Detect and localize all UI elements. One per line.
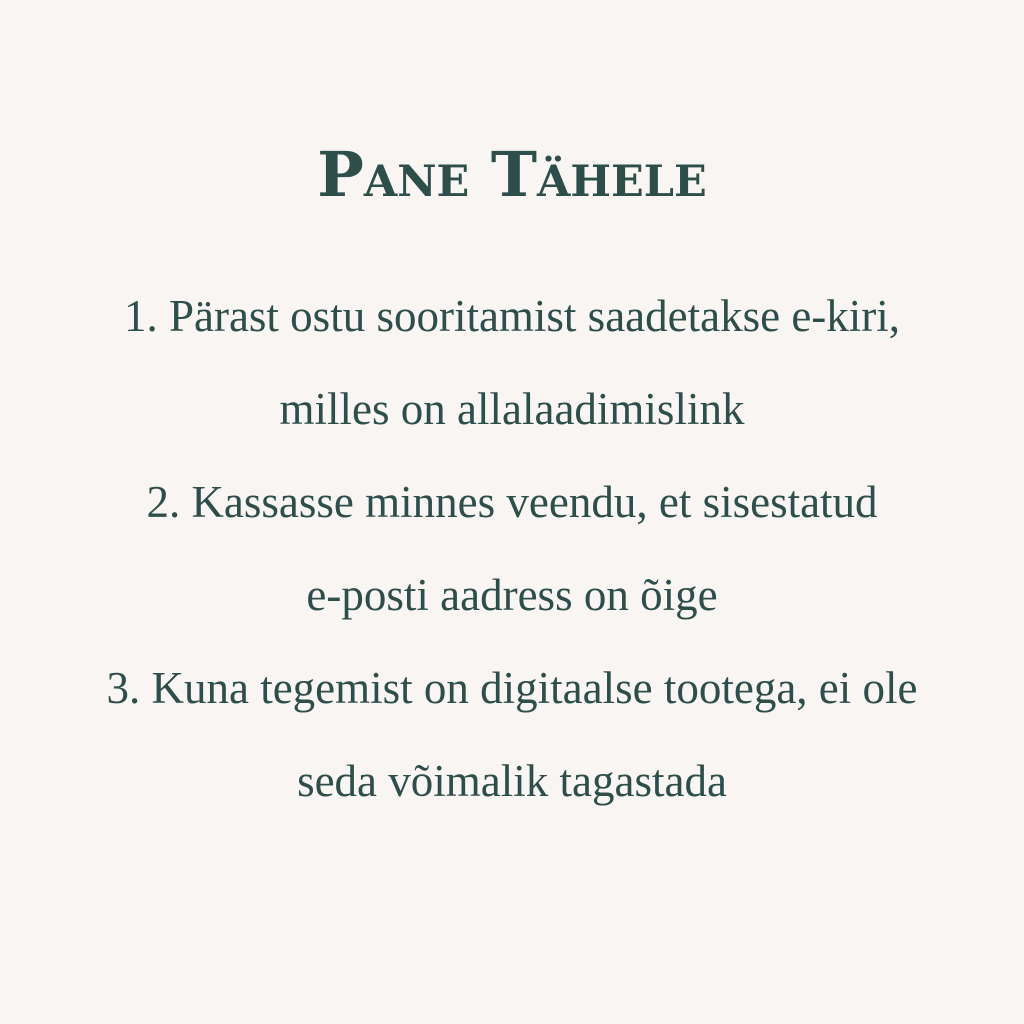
notice-line-4: e-posti aadress on õige	[306, 570, 718, 620]
notice-title: Pane Tähele	[317, 138, 707, 211]
notice-line-2: milles on allalaadimislink	[279, 384, 745, 434]
notice-line-5: 3. Kuna tegemist on digitaalse tootega, ei ole	[106, 663, 918, 713]
notice-line-1: 1. Pärast ostu sooritamist saadetakse e-kiri,	[123, 291, 901, 341]
notice-line-3: 2. Kassasse minnes veendu, et sisestatud	[146, 477, 878, 527]
notice-line-6: seda võimalik tagastada	[297, 756, 727, 806]
